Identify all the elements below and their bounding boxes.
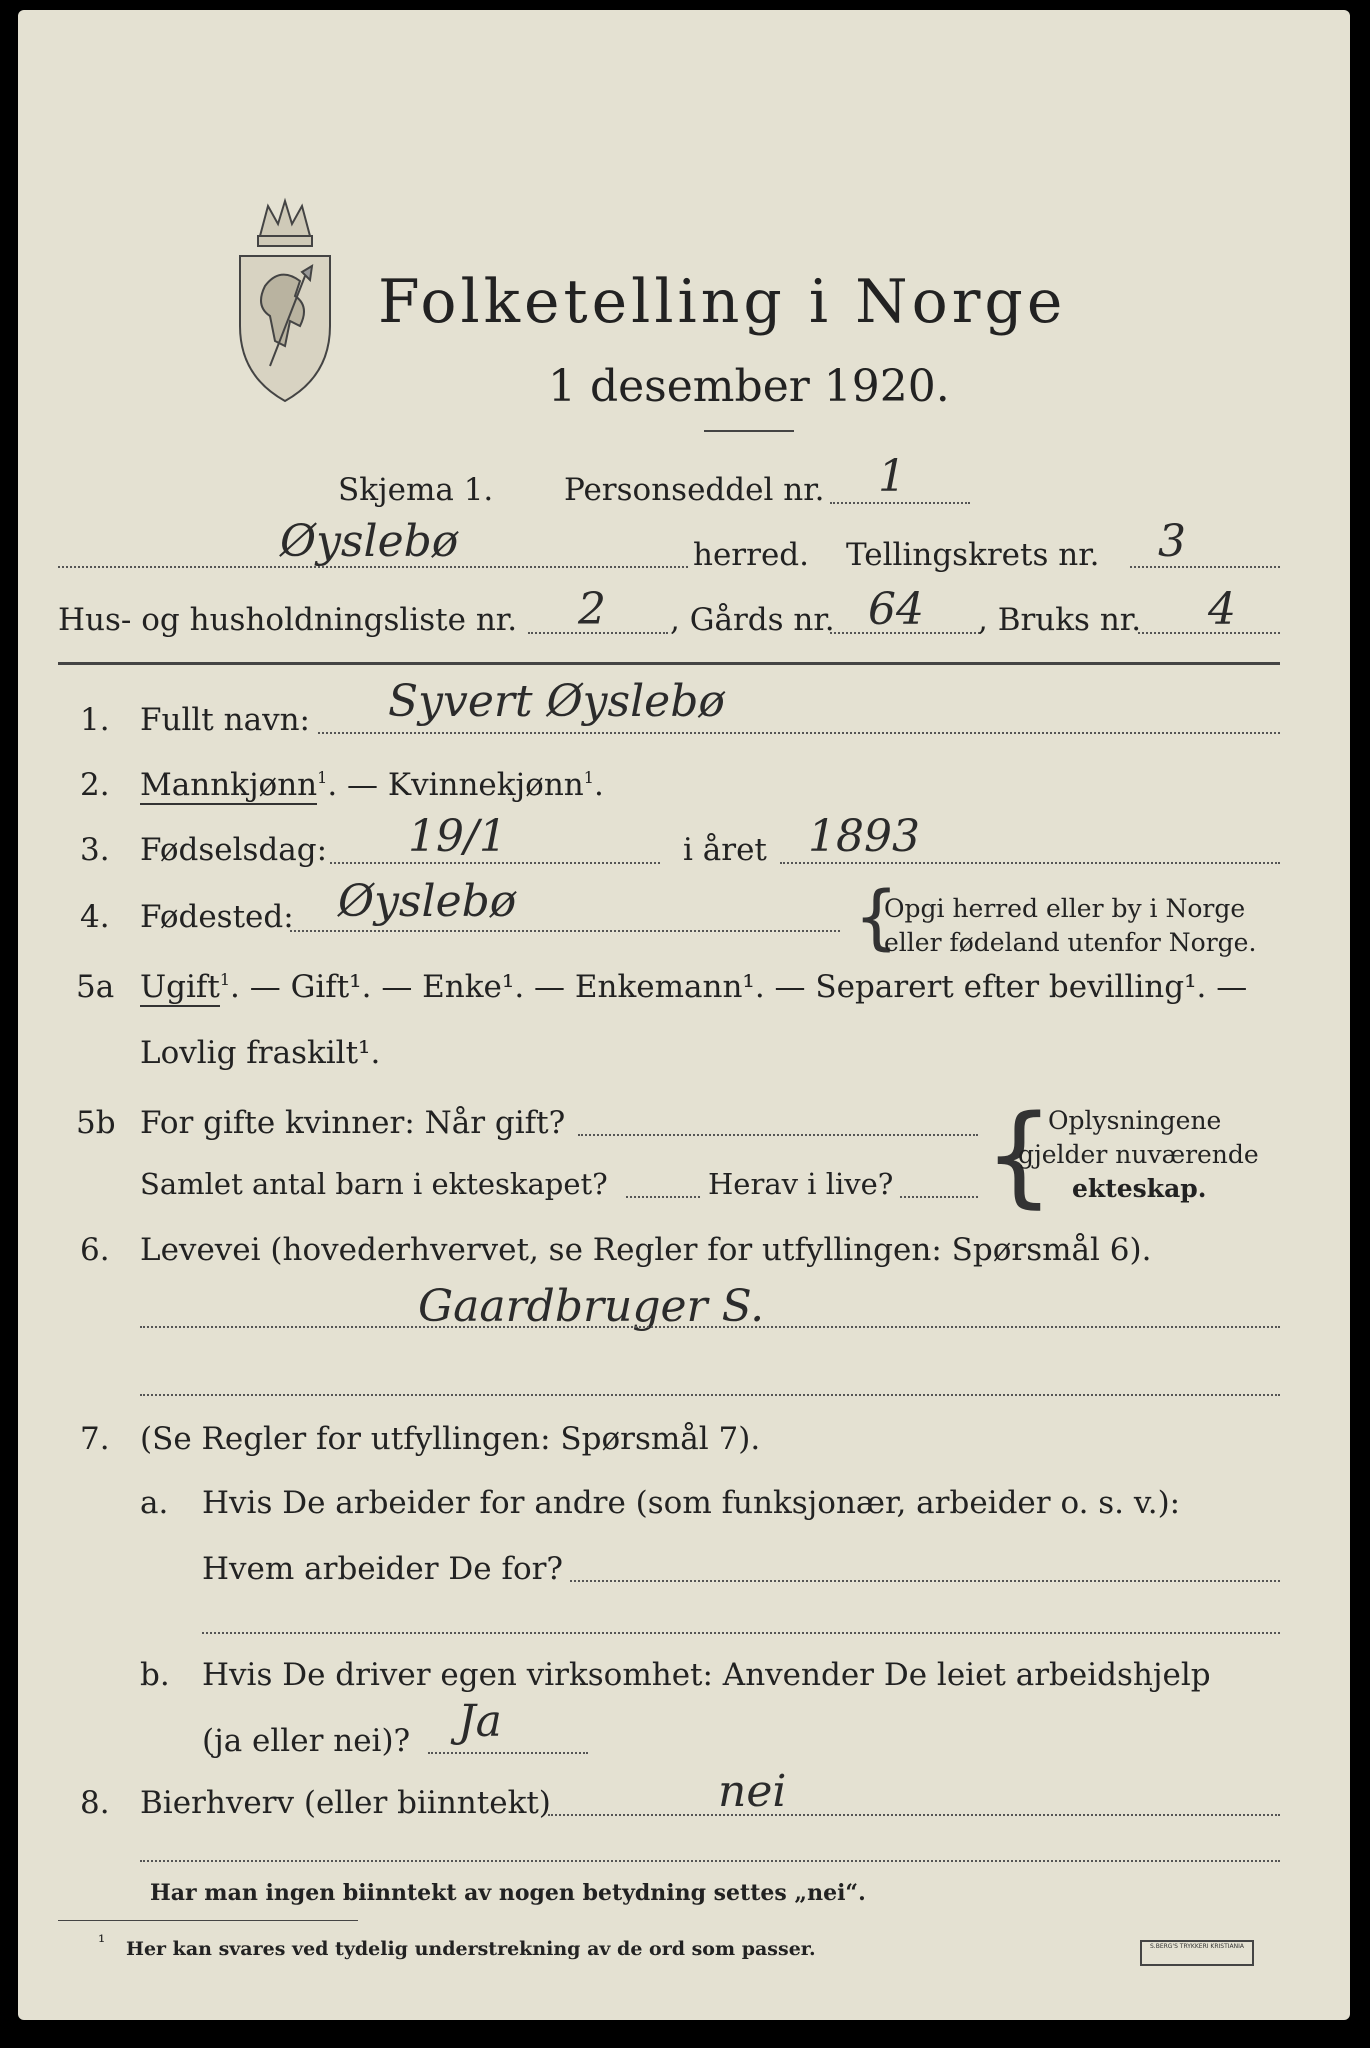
q1-label: Fullt navn: <box>140 702 310 738</box>
q5a-line2: Lovlig fraskilt¹. <box>140 1035 381 1071</box>
q2-mannkjonn: Mannkjønn <box>140 767 318 803</box>
coat-of-arms-icon <box>230 196 340 406</box>
q3-label: Fødselsdag: <box>140 832 328 868</box>
q6-occupation: Gaardbruger S. <box>418 1281 765 1332</box>
header-rule <box>58 662 1280 665</box>
q5b-label2: Samlet antal barn i ekteskapet? <box>140 1167 608 1201</box>
q8-answer: nei <box>718 1766 787 1817</box>
footnote-mark: ¹ <box>98 1932 106 1953</box>
tellingskrets-label: Tellingskrets nr. <box>846 537 1100 573</box>
q4-note-line1: Opgi herred eller by i Norge <box>884 894 1246 923</box>
q7a-line2: Hvem arbeider De for? <box>202 1551 564 1587</box>
q5b-label1: For gifte kvinner: Når gift? <box>140 1105 566 1141</box>
q7-label: (Se Regler for utfyllingen: Spørsmål 7). <box>140 1421 761 1457</box>
q2-sex: Mannkjønn$^1$. — Kvinnekjønn$^1$. <box>140 767 604 803</box>
skjema-label: Skjema 1. <box>338 472 494 508</box>
hus-value: 2 <box>578 584 606 635</box>
q4-birthplace: Øyslebø <box>338 876 517 927</box>
q7b-line1: Hvis De driver egen virksomhet: Anvender De leiet arbeidshjelp <box>202 1657 1211 1693</box>
gards-label: , Gårds nr. <box>670 602 835 638</box>
hus-label: Hus- og husholdningsliste nr. <box>58 602 518 638</box>
q5b-note-line1: Oplysningene <box>1048 1106 1222 1135</box>
personseddel-label: Personseddel nr. <box>564 472 825 508</box>
form-title: Folketelling i Norge <box>378 267 1067 337</box>
q5b-note-line3: ekteskap. <box>1072 1174 1207 1203</box>
q4-label: Fødested: <box>140 899 294 935</box>
q2-kvinnekjonn: Kvinnekjønn <box>387 767 584 803</box>
gards-value: 64 <box>868 584 924 635</box>
q1-full-name: Syvert Øyslebø <box>388 676 725 727</box>
q3-year: 1893 <box>808 811 920 862</box>
q7b-line2: (ja eller nei)? <box>202 1723 411 1759</box>
personseddel-value: 1 <box>878 451 906 502</box>
q3-year-label: i året <box>683 832 767 868</box>
title-rule <box>704 430 794 432</box>
footnote: Her kan svares ved tydelig understrekning av de ord som passer. <box>126 1938 816 1960</box>
q5b-label3: Herav i live? <box>708 1167 894 1201</box>
q5a-marital: Ugift$^1$. — Gift¹. — Enke¹. — Enkemann¹. — Separert efter bevilling¹. — <box>140 969 1248 1005</box>
q8-label: Bierhverv (eller biinntekt) <box>140 1785 551 1821</box>
q7a-line1: Hvis De arbeider for andre (som funksjonær, arbeider o. s. v.): <box>202 1485 1181 1521</box>
q5b-note-line2: gjelder nuværende <box>1018 1140 1259 1169</box>
herred-value: Øyslebø <box>280 516 459 567</box>
bruks-label: , Bruks nr. <box>978 602 1142 638</box>
q5a-ugift: Ugift <box>140 969 220 1005</box>
printer-stamp: S.BERG'S TRYKKERI KRISTIANIA <box>1140 1940 1254 1966</box>
tellingskrets-value: 3 <box>1158 516 1186 567</box>
form-date: 1 desember 1920. <box>548 361 950 412</box>
footer-note: Har man ingen biinntekt av nogen betydning settes „nei“. <box>150 1880 866 1906</box>
q3-birthday: 19/1 <box>408 811 507 862</box>
q4-note-line2: eller fødeland utenfor Norge. <box>884 928 1257 957</box>
q6-label: Levevei (hovederhvervet, se Regler for utfyllingen: Spørsmål 6). <box>140 1232 1152 1268</box>
q7b-answer: Ja <box>458 1696 502 1747</box>
census-form: Folketelling i Norge 1 desember 1920. Skjema 1. Personseddel nr. 1 Øyslebø herred. Tellingskrets nr. 3 Hus- og husholdningsliste nr. 2 , Gårds nr. 64 , Bruks nr. 4 1. Fullt navn: Syvert Øyslebø 2. Mannkjønn$^1$. — Kvinnekjønn$^1$. 3. Fødselsdag: 19/1 i året 1893 4. Fødested: Øyslebø { Opgi herred eller by i Norge eller fødeland utenfor Norge. 5a Ugift$^1$. — Gift¹. — Enke¹. — Enkemann¹. — Separert efter bevilling¹. — Lovlig fraskilt¹. 5b For gifte kvinner: Når gift? Samlet antal barn i ekteskapet? Herav i live? { Oplysningene gjelder nuværende ekteskap. 6. Levevei (hovederhvervet, se Regler for utfyllingen: Spørsmål 6). Gaardbruger S. 7. (Se Regler for utfyllingen: Spørsmål 7). a. Hvis De arbeider for andre (som funksjonær, arbeider o. s. v.): Hvem arbeider De for? b. Hvis De driver egen virksomhet: Anvender De leiet arbeidshjelp (ja eller nei)? Ja 8. Bierhverv (eller biinntekt) nei Har man ingen biinntekt av nogen betydning settes „nei“. ¹ Her kan svares ved tydelig understrekning av de ord som passer. S.BERG'S TRYKKERI KRISTIANIA <box>18 10 1350 2020</box>
bruks-value: 4 <box>1208 584 1236 635</box>
herred-label: herred. <box>693 537 809 573</box>
